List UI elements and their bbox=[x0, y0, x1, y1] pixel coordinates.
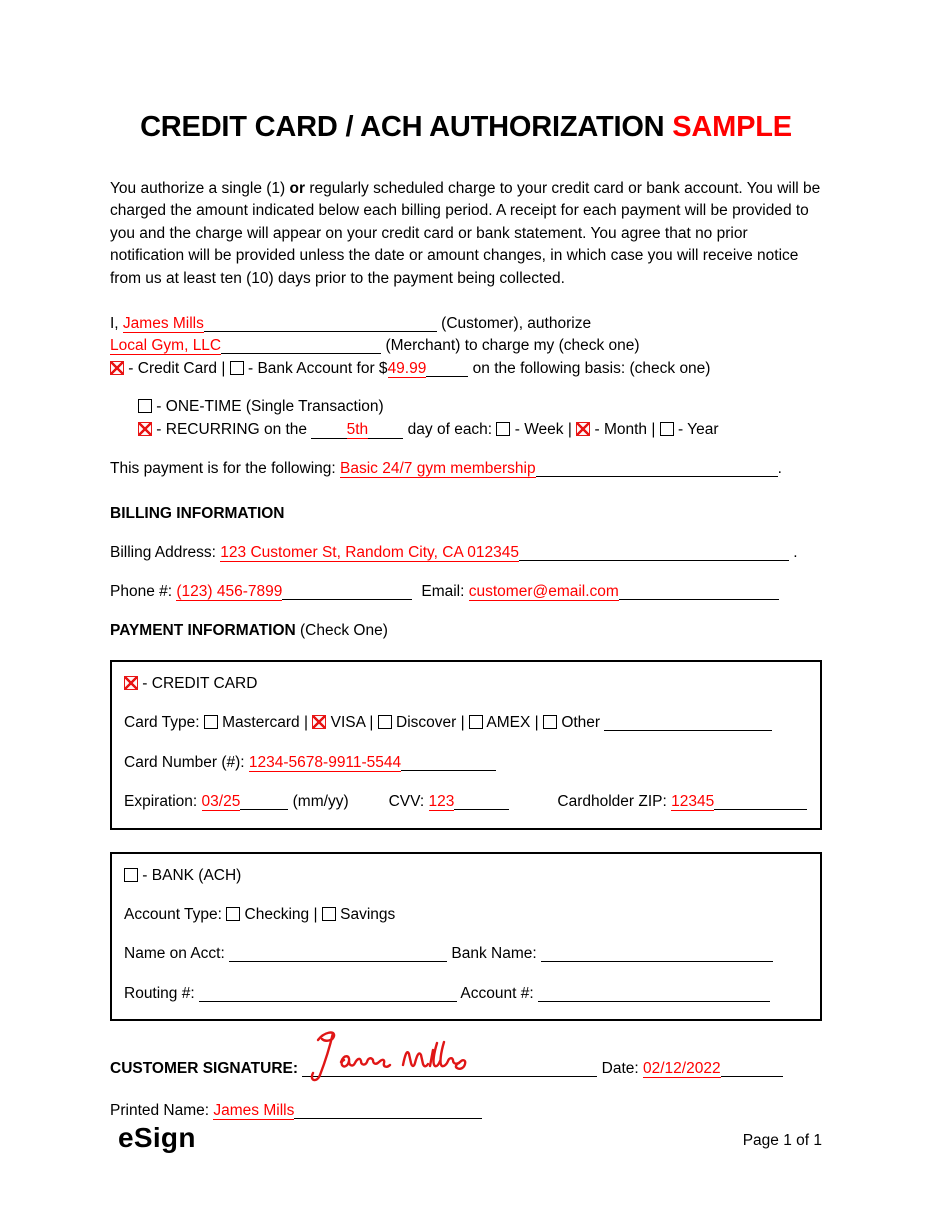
email-value: customer@email.com bbox=[468, 583, 619, 601]
expiration-value: 03/25 bbox=[201, 793, 241, 811]
credit-card-header-line bbox=[124, 673, 808, 695]
checkbox-bank-account[interactable] bbox=[230, 361, 244, 375]
payment-for-blank[interactable] bbox=[536, 462, 778, 477]
merchant-name-value: Local Gym, LLC bbox=[110, 337, 222, 355]
customer-name-value: James Mills bbox=[122, 314, 204, 332]
card-number-label: Card Number (#): bbox=[124, 753, 249, 771]
customer-name-blank[interactable] bbox=[204, 317, 437, 332]
intro-part2: regularly scheduled charge to your credit card or bank account. You will be charged the amount indicated below each billing period. A receipt for each payment will be provided to you and the charge will appear on your credit card or bank statement. You agree that no prior notification will be provided unless the date or amount changes, in which case you will receive notice from us at least ten (10) days prior to the payment being collected. bbox=[110, 179, 821, 287]
printed-name-value: James Mills bbox=[213, 1101, 295, 1119]
card-number-line bbox=[124, 752, 808, 774]
printed-name-line bbox=[110, 1100, 822, 1122]
checkbox-savings[interactable] bbox=[322, 907, 336, 921]
checkbox-month[interactable] bbox=[576, 422, 590, 436]
other-blank[interactable] bbox=[604, 716, 772, 731]
card-number-blank[interactable] bbox=[401, 756, 496, 771]
credit-card-section-box bbox=[110, 660, 822, 830]
customer-prefix: I, bbox=[110, 314, 123, 332]
signature-blank[interactable] bbox=[302, 1061, 597, 1077]
merchant-line bbox=[110, 335, 822, 357]
payment-heading-note: (Check One) bbox=[295, 621, 388, 639]
handwritten-signature bbox=[306, 1027, 496, 1085]
credit-card-header-label: - CREDIT CARD bbox=[138, 674, 258, 692]
payment-for-label: This payment is for the following: bbox=[110, 459, 341, 477]
payment-for-value: Basic 24/7 gym membership bbox=[340, 459, 536, 477]
month-label: - Month | bbox=[590, 420, 660, 438]
billing-address-period: . bbox=[788, 543, 798, 561]
checking-label: Checking | bbox=[240, 906, 322, 924]
customer-signature-label: CUSTOMER SIGNATURE: bbox=[110, 1060, 303, 1078]
recurring-day-value: 5th bbox=[346, 420, 369, 438]
card-number-value: 1234-5678-9911-5544 bbox=[248, 753, 402, 771]
checkbox-week[interactable] bbox=[496, 422, 510, 436]
merchant-name-blank[interactable] bbox=[221, 339, 381, 354]
basis-suffix: on the following basis: (check one) bbox=[468, 359, 711, 377]
payment-for-period: . bbox=[777, 459, 782, 477]
billing-address-blank[interactable] bbox=[519, 546, 789, 561]
billing-heading: BILLING INFORMATION bbox=[110, 505, 285, 523]
intro-bold-or: or bbox=[289, 179, 306, 197]
date-label: Date: bbox=[597, 1060, 643, 1078]
cvv-label: CVV: bbox=[388, 793, 429, 811]
discover-label: Discover | bbox=[391, 714, 469, 732]
printed-name-blank[interactable] bbox=[294, 1104, 482, 1119]
title-sample-text: SAMPLE bbox=[672, 111, 792, 143]
recurring-label: - RECURRING on the bbox=[152, 420, 312, 438]
checkbox-credit-card-section[interactable] bbox=[124, 676, 138, 690]
one-time-line bbox=[138, 396, 822, 418]
checkbox-bank-ach-section[interactable] bbox=[124, 868, 138, 882]
expiration-format-label: (mm/yy) bbox=[288, 793, 349, 811]
week-label: - Week | bbox=[510, 420, 577, 438]
name-on-acct-blank[interactable] bbox=[229, 947, 447, 962]
account-number-blank[interactable] bbox=[538, 987, 770, 1002]
other-label: Other bbox=[557, 714, 605, 732]
charge-type-line bbox=[110, 358, 822, 380]
visa-label: VISA | bbox=[326, 714, 378, 732]
routing-blank[interactable] bbox=[199, 987, 457, 1002]
customer-line bbox=[110, 313, 822, 335]
cvv-blank[interactable] bbox=[454, 795, 509, 810]
phone-label: Phone #: bbox=[110, 583, 177, 601]
checkbox-other[interactable] bbox=[543, 715, 557, 729]
amount-value: 49.99 bbox=[387, 359, 427, 377]
name-on-acct-label: Name on Acct: bbox=[124, 945, 230, 963]
authorization-section bbox=[110, 313, 822, 380]
expiration-line bbox=[124, 791, 808, 813]
date-blank[interactable] bbox=[721, 1062, 783, 1077]
cvv-value: 123 bbox=[428, 793, 455, 811]
checkbox-discover[interactable] bbox=[378, 715, 392, 729]
year-label: - Year bbox=[673, 420, 719, 438]
payment-heading: PAYMENT INFORMATION bbox=[110, 621, 296, 639]
page-title bbox=[110, 112, 822, 144]
credit-card-label: - Credit Card | bbox=[124, 359, 230, 377]
signature-line bbox=[110, 1058, 822, 1080]
bank-name-label: Bank Name: bbox=[447, 945, 542, 963]
esign-logo: eSign bbox=[118, 1122, 196, 1153]
customer-suffix: (Customer), authorize bbox=[436, 314, 592, 332]
card-type-line bbox=[124, 712, 808, 734]
frequency-section bbox=[110, 396, 822, 441]
mastercard-label: Mastercard | bbox=[217, 714, 313, 732]
phone-email-line bbox=[110, 581, 822, 603]
printed-name-label: Printed Name: bbox=[110, 1101, 214, 1119]
page-number: Page 1 of 1 bbox=[742, 1132, 822, 1149]
routing-label: Routing #: bbox=[124, 984, 199, 1002]
expiration-blank[interactable] bbox=[240, 795, 288, 810]
bank-name-blank[interactable] bbox=[541, 947, 773, 962]
email-blank[interactable] bbox=[619, 585, 779, 600]
phone-blank[interactable] bbox=[282, 585, 412, 600]
billing-address-label: Billing Address: bbox=[110, 543, 221, 561]
title-black-text: CREDIT CARD / ACH AUTHORIZATION bbox=[140, 111, 665, 143]
routing-account-line bbox=[124, 983, 808, 1005]
checkbox-one-time[interactable] bbox=[138, 399, 152, 413]
card-type-label: Card Type: bbox=[124, 714, 204, 732]
billing-address-value: 123 Customer St, Random City, CA 012345 bbox=[220, 543, 519, 561]
zip-value: 12345 bbox=[671, 793, 715, 811]
phone-value: (123) 456-7899 bbox=[176, 583, 283, 601]
recurring-line bbox=[138, 419, 822, 441]
zip-label: Cardholder ZIP: bbox=[557, 793, 672, 811]
checkbox-checking[interactable] bbox=[226, 907, 240, 921]
bank-header-line bbox=[124, 865, 808, 887]
payment-heading-line bbox=[110, 620, 822, 642]
checkbox-visa[interactable] bbox=[312, 715, 326, 729]
amount-blank[interactable] bbox=[426, 362, 468, 377]
checkbox-credit-card[interactable] bbox=[110, 361, 124, 375]
amex-label: AMEX | bbox=[482, 714, 544, 732]
account-number-label: Account #: bbox=[456, 984, 538, 1002]
merchant-suffix: (Merchant) to charge my (check one) bbox=[381, 337, 640, 355]
name-bank-line bbox=[124, 943, 808, 965]
savings-label: Savings bbox=[335, 906, 396, 924]
bank-account-label: - Bank Account for $ bbox=[243, 359, 388, 377]
bank-header-label: - BANK (ACH) bbox=[138, 866, 242, 884]
billing-address-line bbox=[110, 542, 822, 564]
account-type-label: Account Type: bbox=[124, 906, 227, 924]
intro-part1: You authorize a single (1) bbox=[110, 179, 290, 197]
checkbox-year[interactable] bbox=[660, 422, 674, 436]
zip-blank[interactable] bbox=[714, 795, 807, 810]
payment-for-line bbox=[110, 458, 822, 480]
intro-paragraph bbox=[110, 178, 822, 290]
one-time-label: - ONE-TIME (Single Transaction) bbox=[152, 398, 384, 416]
recurring-day-blank[interactable] bbox=[311, 422, 403, 439]
bank-ach-section-box bbox=[110, 852, 822, 1022]
checkbox-mastercard[interactable] bbox=[204, 715, 218, 729]
checkbox-recurring[interactable] bbox=[138, 422, 152, 436]
date-value: 02/12/2022 bbox=[643, 1060, 721, 1078]
expiration-label: Expiration: bbox=[124, 793, 202, 811]
page-footer bbox=[110, 1122, 822, 1154]
account-type-line bbox=[124, 904, 808, 926]
email-label: Email: bbox=[421, 583, 469, 601]
checkbox-amex[interactable] bbox=[469, 715, 483, 729]
recurring-label2: day of each: bbox=[403, 420, 497, 438]
